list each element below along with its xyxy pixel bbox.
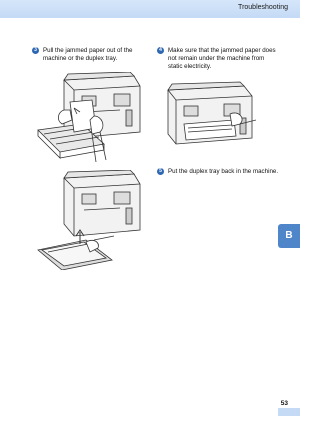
step-5 <box>157 168 282 178</box>
step-4-line-3: static electricity. <box>168 63 212 71</box>
step-4-text <box>168 47 276 72</box>
step-4-line-2: not remain under the machine from <box>168 55 265 63</box>
step-4-line-1: Make sure that the jammed paper does <box>168 47 276 54</box>
step-3 <box>32 47 147 65</box>
step-3-line-2: machine or the duplex tray. <box>43 55 118 63</box>
step-5-line-1: Put the duplex tray back in the machine. <box>168 168 279 175</box>
step-3-line-1: Pull the jammed paper out of the <box>43 47 133 54</box>
section-tab-b: B <box>278 224 300 248</box>
step-number-badge: 3 <box>32 47 39 54</box>
printer-underside-paper-check-icon <box>160 80 260 158</box>
step-number-badge: 4 <box>157 47 164 54</box>
printer-rear-duplex-tray-removed-icon <box>34 170 144 270</box>
step-5-text <box>168 168 278 176</box>
page-header-title: Troubleshooting <box>238 4 288 11</box>
printer-rear-duplex-tray-open-icon <box>34 72 144 164</box>
page-number-bar <box>278 408 300 416</box>
step-4 <box>157 47 282 73</box>
step-3-text <box>43 47 132 63</box>
page-number: 53 <box>280 400 288 407</box>
step-number-badge: 5 <box>157 168 164 175</box>
